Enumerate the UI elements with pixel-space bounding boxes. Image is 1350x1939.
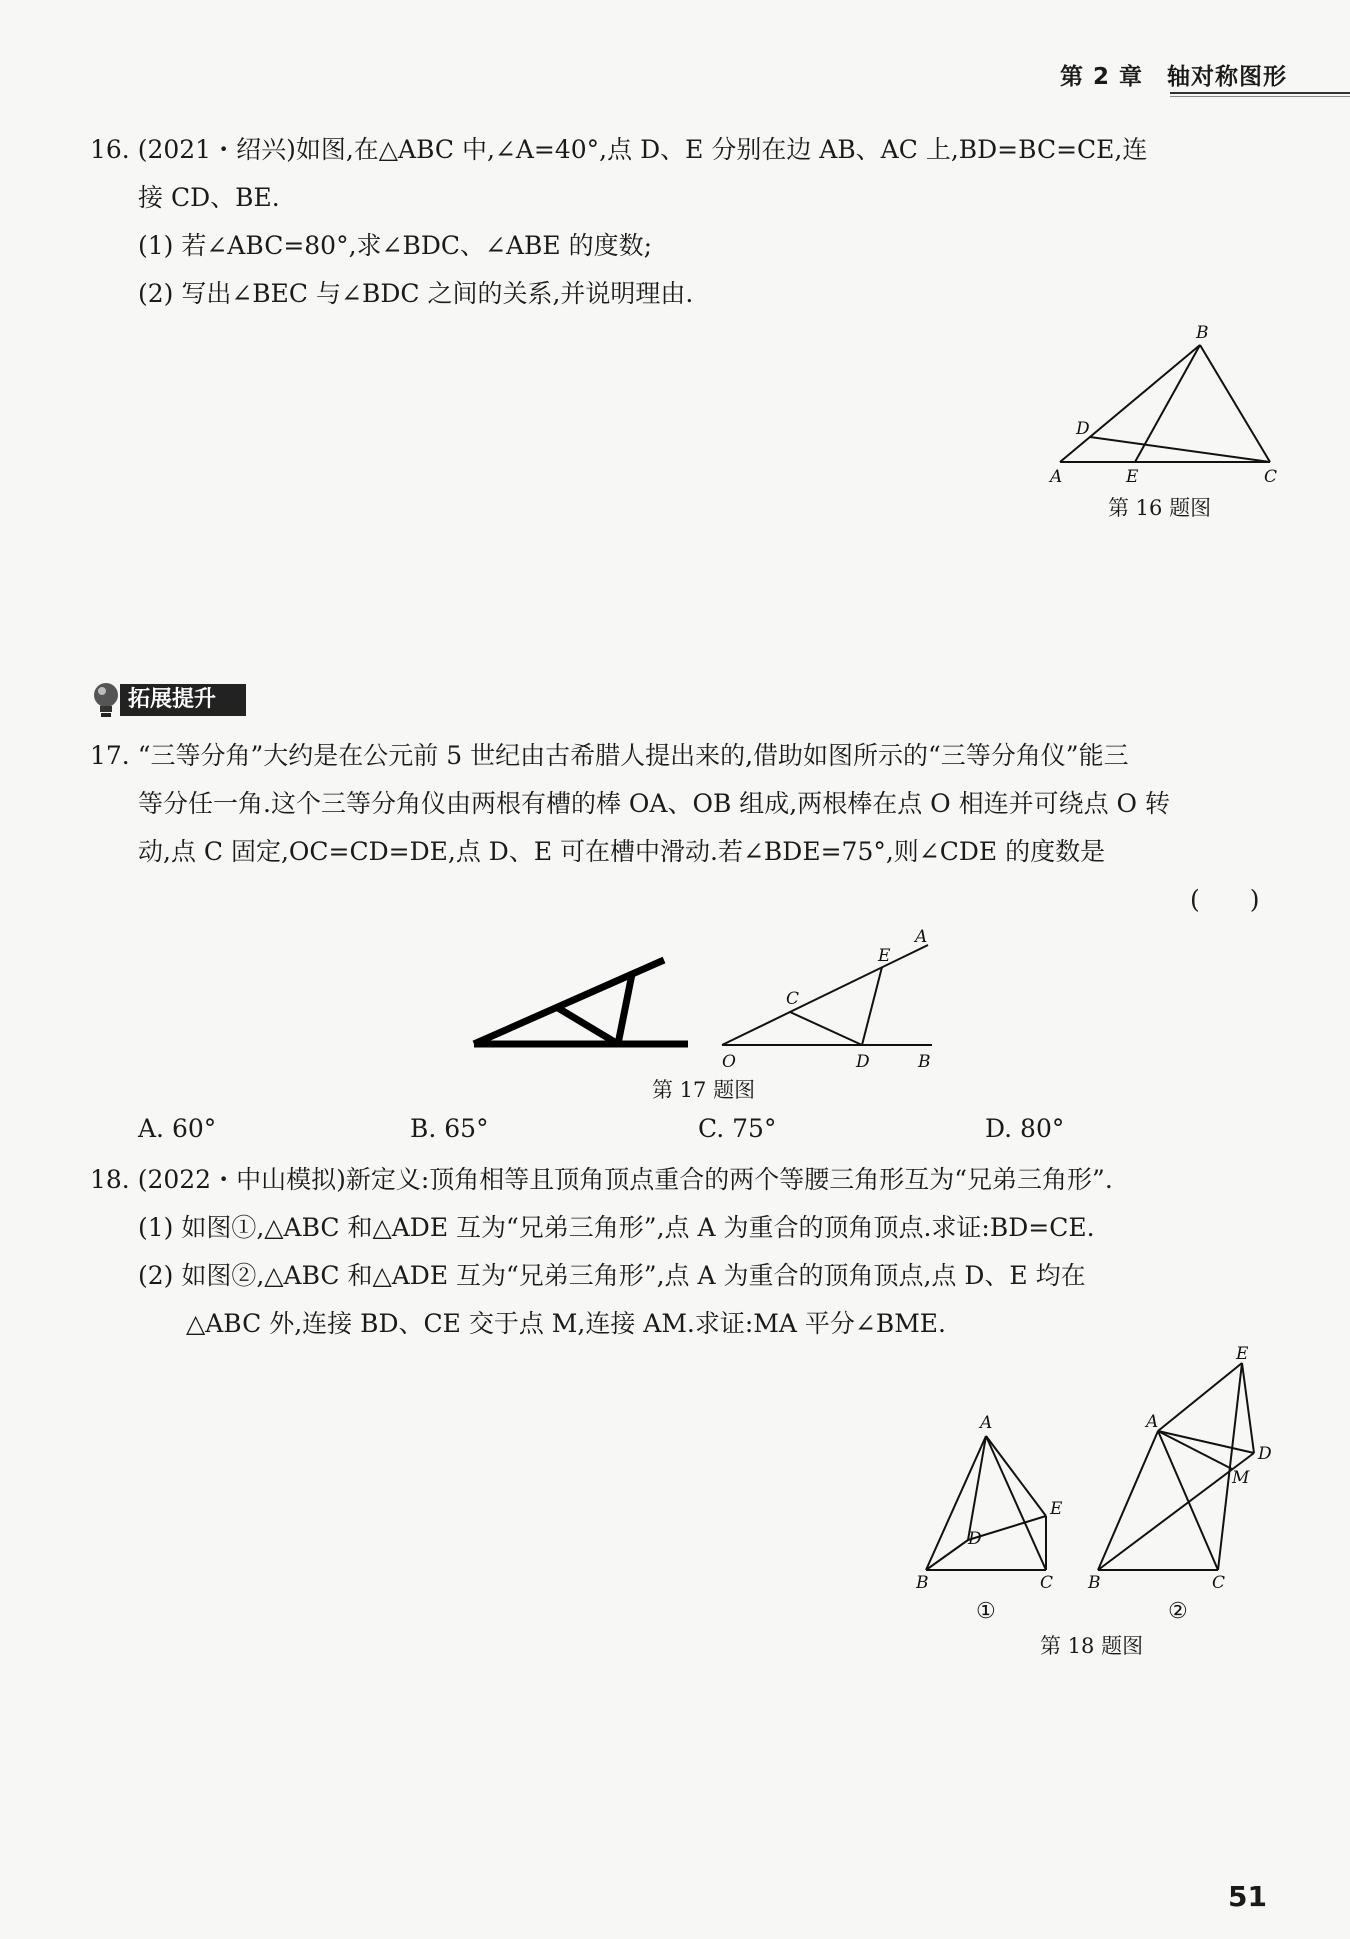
q16-line2: 接 CD、BE.	[138, 183, 280, 212]
q17-answer-bracket: ( )	[1190, 885, 1260, 914]
q18-fig2-number: ②	[1168, 1599, 1188, 1624]
q18-fig2-label-c: C	[1212, 1573, 1226, 1593]
q18-fig1-number: ①	[976, 1599, 996, 1624]
header-rule	[1170, 92, 1350, 94]
q18-fig2-label-b: B	[1088, 1573, 1101, 1593]
q16-part2: (2) 写出∠BEC 与∠BDC 之间的关系,并说明理由.	[138, 279, 694, 308]
q18-part1: (1) 如图①,△ABC 和△ADE 互为“兄弟三角形”,点 A 为重合的顶角顶点.求证:BD=CE.	[138, 1213, 1095, 1242]
page-number: 51	[1228, 1880, 1267, 1913]
q16-label-d: D	[1076, 419, 1090, 439]
header-rule-thin	[1170, 96, 1350, 97]
lightbulb-icon	[90, 680, 120, 720]
q18-fig1-label-c: C	[1040, 1573, 1054, 1593]
q18-fig1-label-e: E	[1050, 1499, 1063, 1519]
q17-option-b: B. 65°	[410, 1114, 489, 1143]
q18-fig1-label-a: A	[980, 1413, 993, 1433]
q18-figure-1	[910, 1410, 1070, 1630]
q17-option-a: A. 60°	[138, 1114, 217, 1143]
q18-line1: 18. (2022・中山模拟)新定义:顶角相等且顶角顶点重合的两个等腰三角形互为“兄弟三角形”.	[90, 1165, 1113, 1194]
q18-part2a: (2) 如图②,△ABC 和△ADE 互为“兄弟三角形”,点 A 为重合的顶角顶点,点 D、E 均在	[138, 1261, 1086, 1290]
q17-option-c: C. 75°	[698, 1114, 777, 1143]
q18-figure-2	[1080, 1345, 1280, 1630]
section-title: 拓展提升	[120, 684, 246, 716]
q16-part1: (1) 若∠ABC=80°,求∠BDC、∠ABE 的度数;	[138, 231, 653, 260]
q16-label-a: A	[1050, 467, 1063, 487]
q17-label-o: O	[722, 1052, 736, 1072]
q16-caption: 第 16 题图	[1108, 496, 1212, 520]
q18-part2b: △ABC 外,连接 BD、CE 交于点 M,连接 AM.求证:MA 平分∠BME.	[186, 1309, 946, 1338]
q17-caption: 第 17 题图	[652, 1078, 756, 1102]
q17-geometry-figure	[710, 925, 940, 1075]
q18-fig1-label-d: D	[968, 1529, 982, 1549]
q17-device-figure	[470, 950, 690, 1060]
chapter-title: 第 2 章 轴对称图形	[1060, 64, 1288, 90]
q17-label-c: C	[786, 989, 800, 1009]
q18-fig1-label-b: B	[916, 1573, 929, 1593]
q18-fig2-label-e: E	[1236, 1345, 1249, 1364]
q17-line1: 17. “三等分角”大约是在公元前 5 世纪由古希腊人提出来的,借助如图所示的“三等分角仪”能三	[90, 741, 1129, 770]
q16-line1: 16. (2021・绍兴)如图,在△ABC 中,∠A=40°,点 D、E 分别在边 AB、AC 上,BD=BC=CE,连	[90, 135, 1148, 164]
q17-label-b: B	[918, 1052, 931, 1072]
q18-fig2-label-d: D	[1258, 1444, 1272, 1464]
q17-line3: 动,点 C 固定,OC=CD=DE,点 D、E 可在槽中滑动.若∠BDE=75°,则∠CDE 的度数是	[138, 837, 1106, 866]
q17-option-d: D. 80°	[985, 1114, 1065, 1143]
q17-label-e: E	[878, 946, 891, 966]
q16-figure	[1040, 320, 1290, 490]
q17-label-a: A	[915, 927, 928, 947]
q17-label-d: D	[856, 1052, 870, 1072]
q18-caption: 第 18 题图	[1040, 1634, 1144, 1658]
q16-label-b: B	[1196, 323, 1209, 343]
q16-label-c: C	[1264, 467, 1278, 487]
section-banner	[90, 680, 250, 720]
q18-fig2-label-a: A	[1146, 1412, 1159, 1432]
q18-fig2-label-m: M	[1232, 1468, 1250, 1488]
q16-label-e: E	[1126, 467, 1139, 487]
q17-line2: 等分任一角.这个三等分角仪由两根有槽的棒 OA、OB 组成,两根棒在点 O 相连并可绕点 O 转	[138, 789, 1170, 818]
